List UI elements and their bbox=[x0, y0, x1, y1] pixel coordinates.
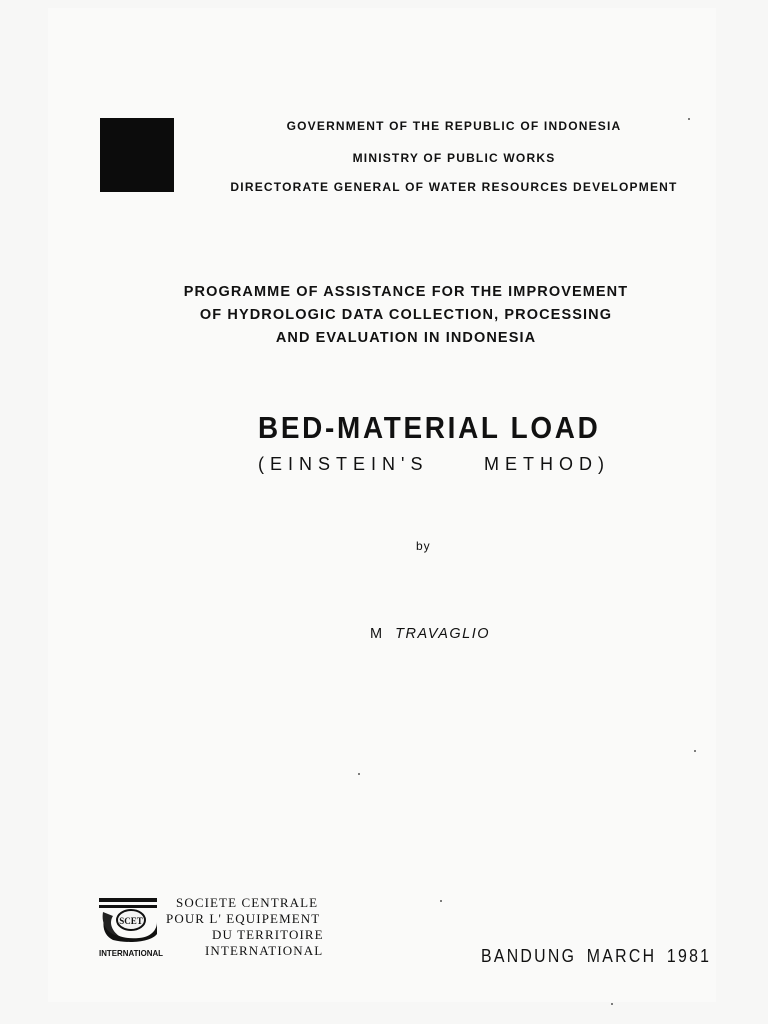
organisation-line-1: SOCIETE CENTRALE bbox=[176, 895, 319, 910]
place-and-date bbox=[481, 946, 711, 967]
organisation-line-3: DU TERRITOIRE bbox=[212, 927, 324, 942]
logo-caption: INTERNATIONAL bbox=[99, 948, 163, 958]
year: 1981 bbox=[666, 946, 712, 966]
author-surname: TRAVAGLIO bbox=[395, 626, 491, 642]
scet-logo-mark bbox=[99, 898, 157, 942]
subtitle-right: METHOD) bbox=[484, 454, 610, 474]
place: BANDUNG bbox=[481, 946, 577, 966]
scan-speck bbox=[694, 750, 696, 752]
scan-speck bbox=[611, 1003, 613, 1005]
programme-line-1: PROGRAMME OF ASSISTANCE FOR THE IMPROVEMENT bbox=[183, 284, 629, 300]
document-title: BED-MATERIAL LOAD bbox=[258, 410, 601, 445]
programme-line-2: OF HYDROLOGIC DATA COLLECTION, PROCESSING bbox=[199, 307, 613, 323]
government-heading: GOVERNMENT OF THE REPUBLIC OF INDONESIA bbox=[286, 119, 622, 133]
scet-logo-icon bbox=[99, 898, 163, 960]
organisation-line-2: POUR L' EQUIPEMENT bbox=[166, 911, 321, 926]
programme-line-3: AND EVALUATION IN INDONESIA bbox=[275, 330, 537, 346]
organisation-line-4: INTERNATIONAL bbox=[205, 943, 324, 958]
author bbox=[370, 626, 490, 642]
month: MARCH bbox=[586, 946, 657, 966]
author-initial: M bbox=[370, 626, 384, 642]
scan-speck bbox=[358, 773, 360, 775]
logo-mark-text: SCET bbox=[119, 916, 143, 926]
scan-speck bbox=[440, 900, 442, 902]
by-label: by bbox=[416, 539, 431, 553]
subtitle-left: (EINSTEIN'S bbox=[258, 454, 429, 474]
directorate-heading: DIRECTORATE GENERAL OF WATER RESOURCES DEVELOPMENT bbox=[230, 180, 678, 194]
ministry-heading: MINISTRY OF PUBLIC WORKS bbox=[352, 151, 556, 165]
scan-speck bbox=[688, 118, 690, 120]
